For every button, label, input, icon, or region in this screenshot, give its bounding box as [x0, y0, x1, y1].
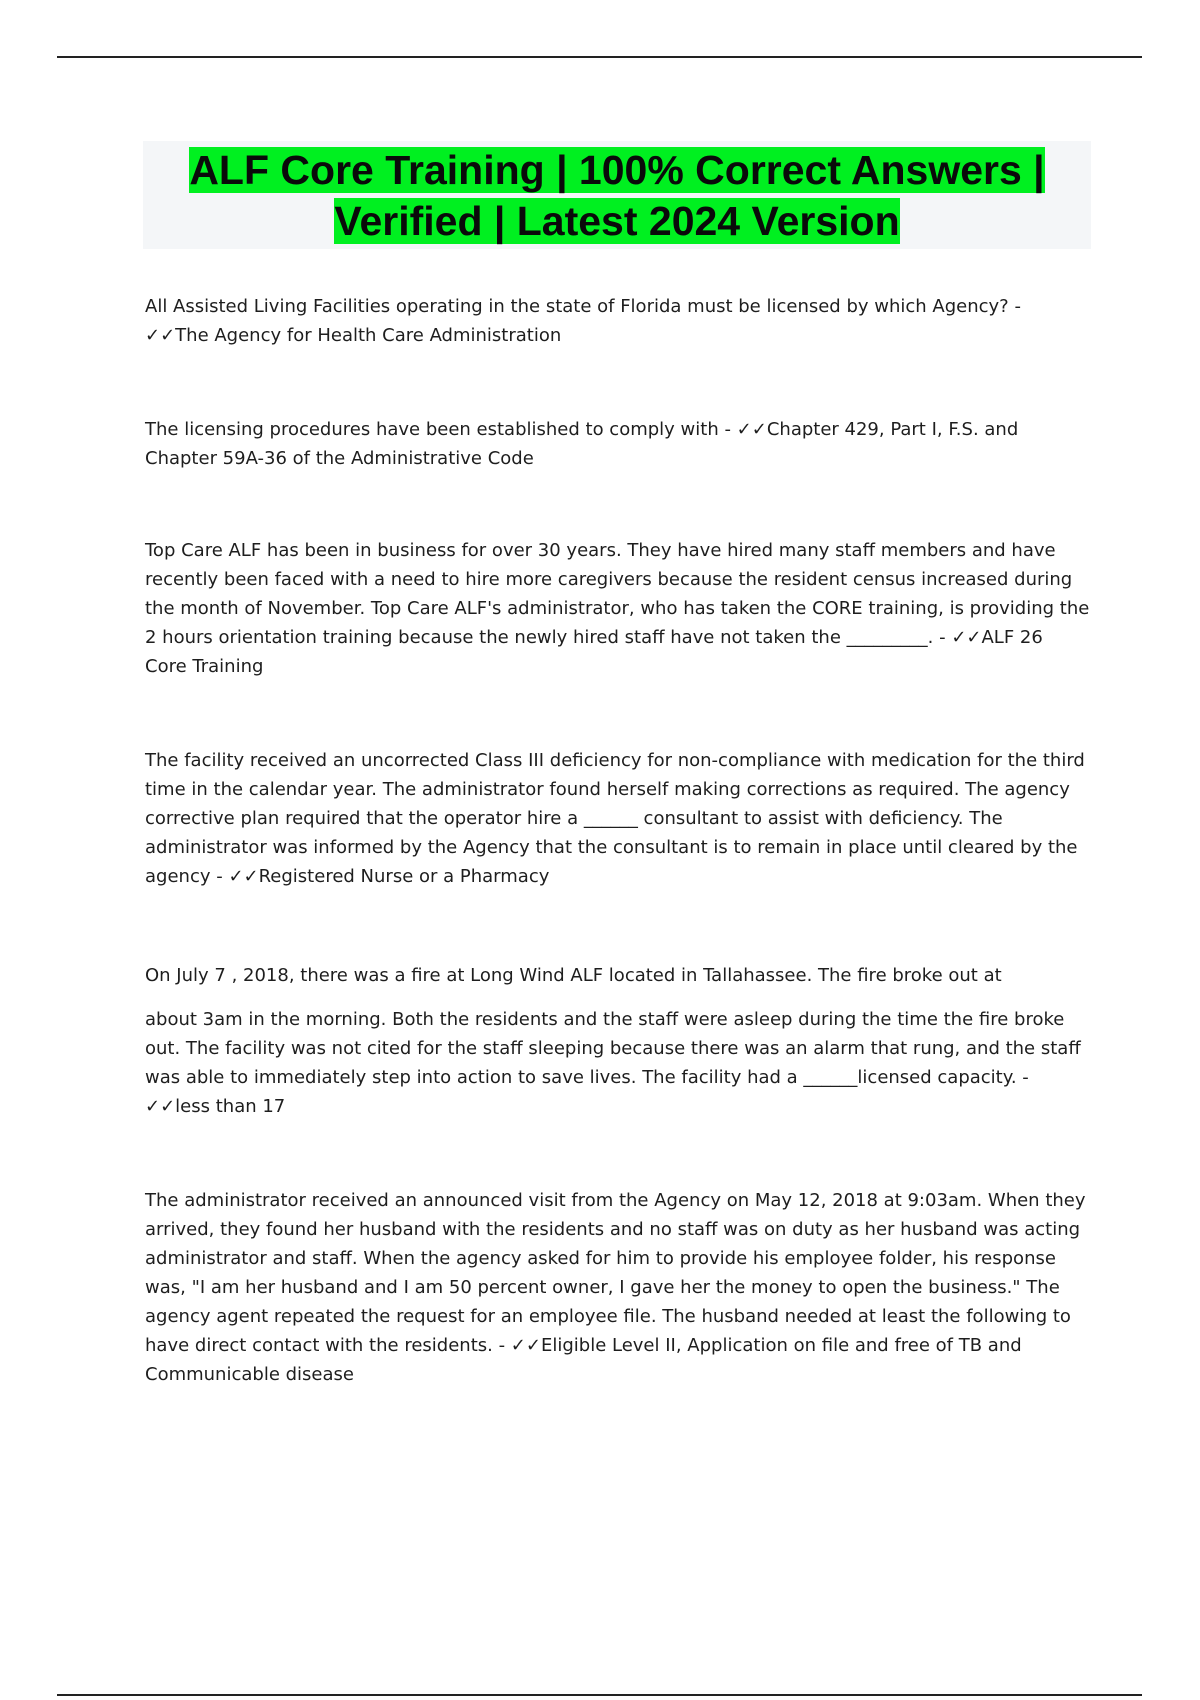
question-text: The facility received an uncorrected Class III deficiency for non-compliance with medication for the third time in the calendar year. The administrator found herself making corrections as required. The agency corrective plan required that the operator hire a ______ consultant to assist with deficiency. The administrator was informed by the Agency that the consultant is to remain in place until cleared by the agency - — [145, 750, 1085, 887]
answer-text: The Agency for Health Care Administration — [175, 325, 562, 346]
double-check-icon: ✓✓ — [145, 1096, 176, 1117]
document-title: ALF Core Training | 100% Correct Answers | Verified | Latest 2024 Version — [189, 147, 1045, 244]
qa-item-first-line — [145, 961, 1090, 990]
double-check-icon: ✓✓ — [228, 866, 259, 887]
qa-item — [145, 1005, 1090, 1121]
qa-item — [145, 292, 1090, 350]
answer-text: ALF 26 Core Training — [145, 627, 1043, 677]
question-text: The administrator received an announced visit from the Agency on May 12, 2018 at 9:03am. When they arrived, they found her husband with the residents and no staff was on duty as her husband was acting administrator and staff. When the agency asked for him to provide his employee folder, his response was, "I am her husband and I am 50 percent owner, I gave her the money to open the business." The agency agent repeated the request for an employee file. The husband needed at least the following to have direct contact with the residents. - — [145, 1190, 1086, 1356]
answer-text: Eligible Level II, Application on file and free of TB and Communicable disease — [145, 1335, 1022, 1385]
top-rule — [57, 56, 1142, 58]
answer-text: less than 17 — [175, 1096, 286, 1117]
question-text: about 3am in the morning. Both the residents and the staff were asleep during the time the fire broke out. The facility was not cited for the staff sleeping because there was an alarm that rung, and the staff was able to immediately step into action to save lives. The facility had a ______licensed capacity. - — [145, 1009, 1081, 1088]
qa-item — [145, 746, 1090, 891]
answer-text: Chapter 429, Part I, F.S. and Chapter 59A-36 of the Administrative Code — [145, 419, 1019, 469]
qa-item — [145, 536, 1090, 681]
question-text: All Assisted Living Facilities operating in the state of Florida must be licensed by which Agency? - — [145, 296, 1021, 317]
qa-item — [145, 1186, 1090, 1389]
answer-text: Registered Nurse or a Pharmacy — [258, 866, 550, 887]
double-check-icon: ✓✓ — [736, 419, 767, 440]
question-text: On July 7 , 2018, there was a fire at Long Wind ALF located in Tallahassee. The fire broke out at — [145, 965, 1002, 986]
question-text: The licensing procedures have been established to comply with - — [145, 419, 737, 440]
double-check-icon: ✓✓ — [510, 1335, 541, 1356]
double-check-icon: ✓✓ — [951, 627, 982, 648]
qa-item — [145, 415, 1090, 473]
double-check-icon: ✓✓ — [145, 325, 176, 346]
question-text: Top Care ALF has been in business for over 30 years. They have hired many staff members and have recently been faced with a need to hire more caregivers because the resident census increased during the month of November. Top Care ALF's administrator, who has taken the CORE training, is providing the 2 hours orientation training because the newly hired staff have not taken the _________. - — [145, 540, 1090, 648]
title-block — [143, 141, 1091, 249]
bottom-rule — [57, 1694, 1142, 1696]
